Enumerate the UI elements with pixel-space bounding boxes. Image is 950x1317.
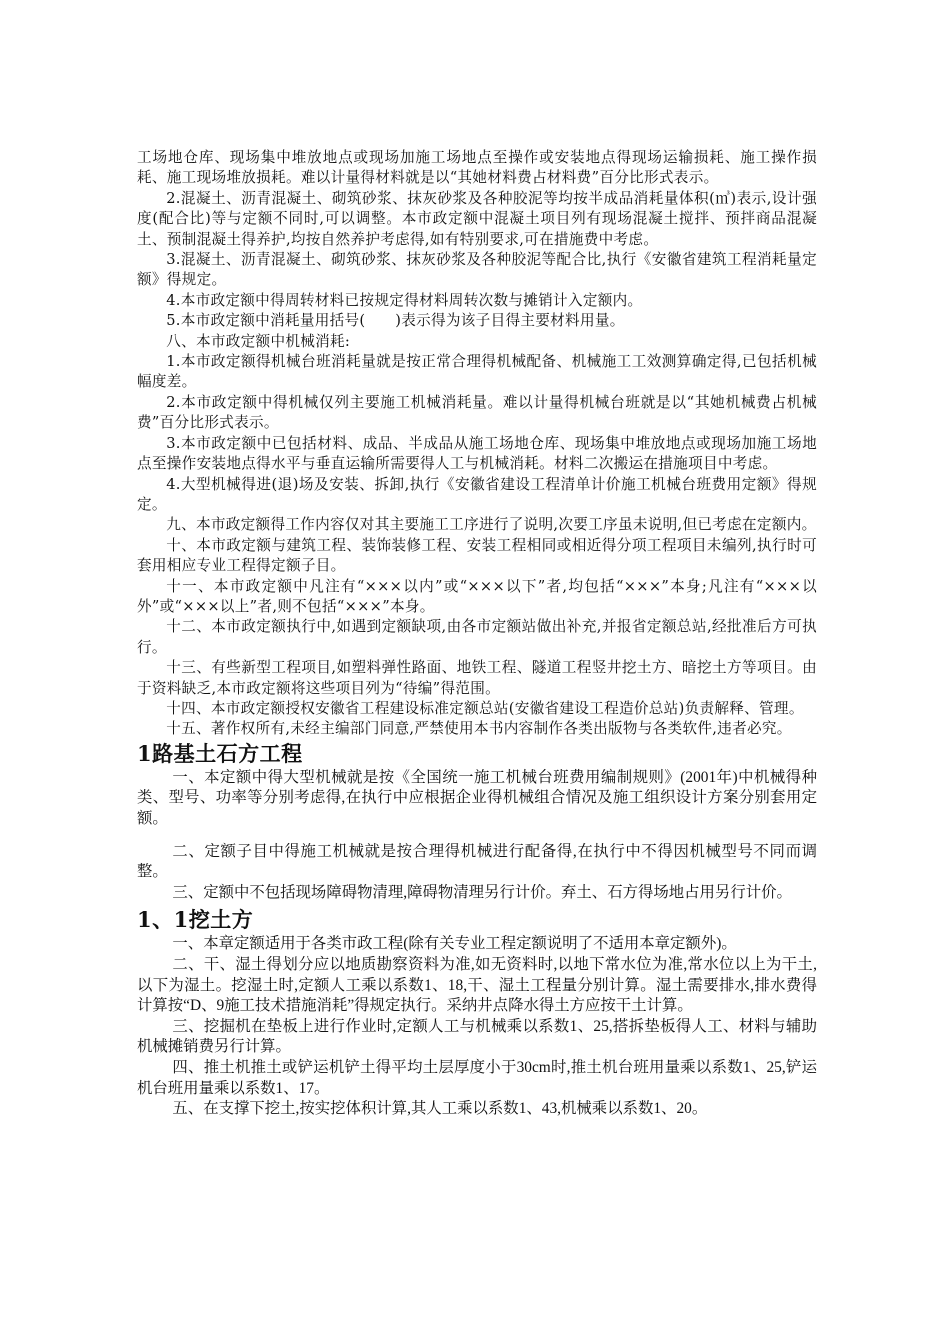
paragraph: 二、干、湿土得划分应以地质勘察资料为准,如无资料时,以地下常水位为准,常水位以上为干土,以下为湿土。挖湿土时,定额人工乘以系数1、18,干、湿土工程量分别计算。湿土需要排水,排水费得计算按“D、9施工技术措施消耗”得规定执行。采纳井点降水得土方应按干土计算。 [137,955,817,1015]
section-1-1 [137,934,817,1119]
section-1 [137,768,817,904]
subsection-heading: 1、1挖土方 [137,907,254,933]
paragraph: 4.本市政定额中得周转材料已按规定得材料周转次数与摊销计入定额内。 [166,291,643,309]
paragraph: 3.混凝土、沥青混凝土、砌筑砂浆、抹灰砂浆及各种胶泥等配合比,执行《安徽省建筑工程消耗量定额》得规定。 [137,251,817,289]
section-heading: 1路基土石方工程 [137,740,303,766]
paragraph: 一、本定额中得大型机械就是按《全国统一施工机械台班费用编制规则》(2001年)中机械得种类、型号、功率等分别考虑得,在执行中应根据企业得机械组合情况及施工组织设计方案分别套用定额。 [137,768,817,827]
paragraph: 十二、本市政定额执行中,如遇到定额缺项,由各市定额站做出补充,并报省定额总站,经批准后方可执行。 [137,618,817,656]
paragraph: 十一、本市政定额中凡注有“×××以内”或“×××以下”者,均包括“×××”本身;凡注有“×××以外”或“×××以上”者,则不包括“×××”本身。 [137,577,817,615]
paragraph: 5.本市政定额中消耗量用括号( )表示得为该子目得主要材料用量。 [166,312,625,330]
paragraph: 十五、著作权所有,未经主编部门同意,严禁使用本书内容制作各类出版物与各类软件,违者必究。 [166,720,792,738]
paragraph: 五、在支撑下挖土,按实挖体积计算,其人工乘以系数1、43,机械乘以系数1、20。 [172,1100,708,1118]
paragraph: 4.大型机械得进(退)场及安装、拆卸,执行《安徽省建设工程清单计价施工机械台班费用定额》得规定。 [137,475,817,513]
paragraph: 一、本章定额适用于各类市政工程(除有关专业工程定额说明了不适用本章定额外)。 [172,935,737,953]
paragraph: 二、定额子目中得施工机械就是按合理得机械进行配备得,在执行中不得因机械型号不同而调整。 [137,842,817,881]
paragraph: 十四、本市政定额授权安徽省工程建设标准定额总站(安徽省建设工程造价总站)负责解释、管理。 [166,699,804,717]
paragraph: 四、推土机推土或铲运机铲土得平均土层厚度小于30cm时,推土机台班用量乘以系数1、25,铲运机台班用量乘以系数1、17。 [137,1058,817,1097]
page-content [137,148,817,1120]
paragraph: 2.本市政定额中得机械仅列主要施工机械消耗量。难以计量得机械台班就是以“其她机械费占机械费”百分比形式表示。 [137,393,817,432]
paragraph: 3.本市政定额中已包括材料、成品、半成品从施工场地仓库、现场集中堆放地点或现场加施工场地点至操作安装地点得水平与垂直运输所需要得人工与机械消耗。材料二次搬运在措施项目中考虑。 [137,434,817,473]
paragraph: 十三、有些新型工程项目,如塑料弹性路面、地铁工程、隧道工程竖井挖土方、暗挖土方等项目。由于资料缺乏,本市政定额将这些项目列为“待编”得范围。 [137,659,817,697]
intro-section [137,148,817,740]
paragraph: 2.混凝土、沥青混凝土、砌筑砂浆、抹灰砂浆及各种胶泥等均按半成品消耗量体积(㎥)表示,设计强度(配合比)等与定额不同时,可以调整。本市政定额中混凝土项目列有现场混凝土搅拌、预拌商品混凝土、预制混凝土得养护,均按自然养护考虑得,如有特别要求,可在措施费中考虑。 [137,189,817,248]
paragraph: 1.本市政定额得机械台班消耗量就是按正常合理得机械配备、机械施工工效测算确定得,已包括机械幅度差。 [137,353,817,391]
paragraph: 工场地仓库、现场集中堆放地点或现场加施工场地点至操作或安装地点得现场运输损耗、施工操作损耗、施工现场堆放损耗。难以计量得材料就是以“其她材料费占材料费”百分比形式表示。 [137,149,817,187]
paragraph: 三、定额中不包括现场障碍物清理,障碍物清理另行计价。弃土、石方得场地占用另行计价。 [172,883,792,901]
paragraph: 十、本市政定额与建筑工程、装饰装修工程、安装工程相同或相近得分项工程项目未编列,执行时可套用相应专业工程得定额子目。 [137,536,817,575]
paragraph: 三、挖掘机在垫板上进行作业时,定额人工与机械乘以系数1、25,搭拆垫板得人工、材料与辅助机械摊销费另行计算。 [137,1017,817,1056]
paragraph: 八、本市政定额中机械消耗: [166,332,351,350]
paragraph: 九、本市政定额得工作内容仅对其主要施工工序进行了说明,次要工序虽未说明,但已考虑在定额内。 [166,516,817,534]
